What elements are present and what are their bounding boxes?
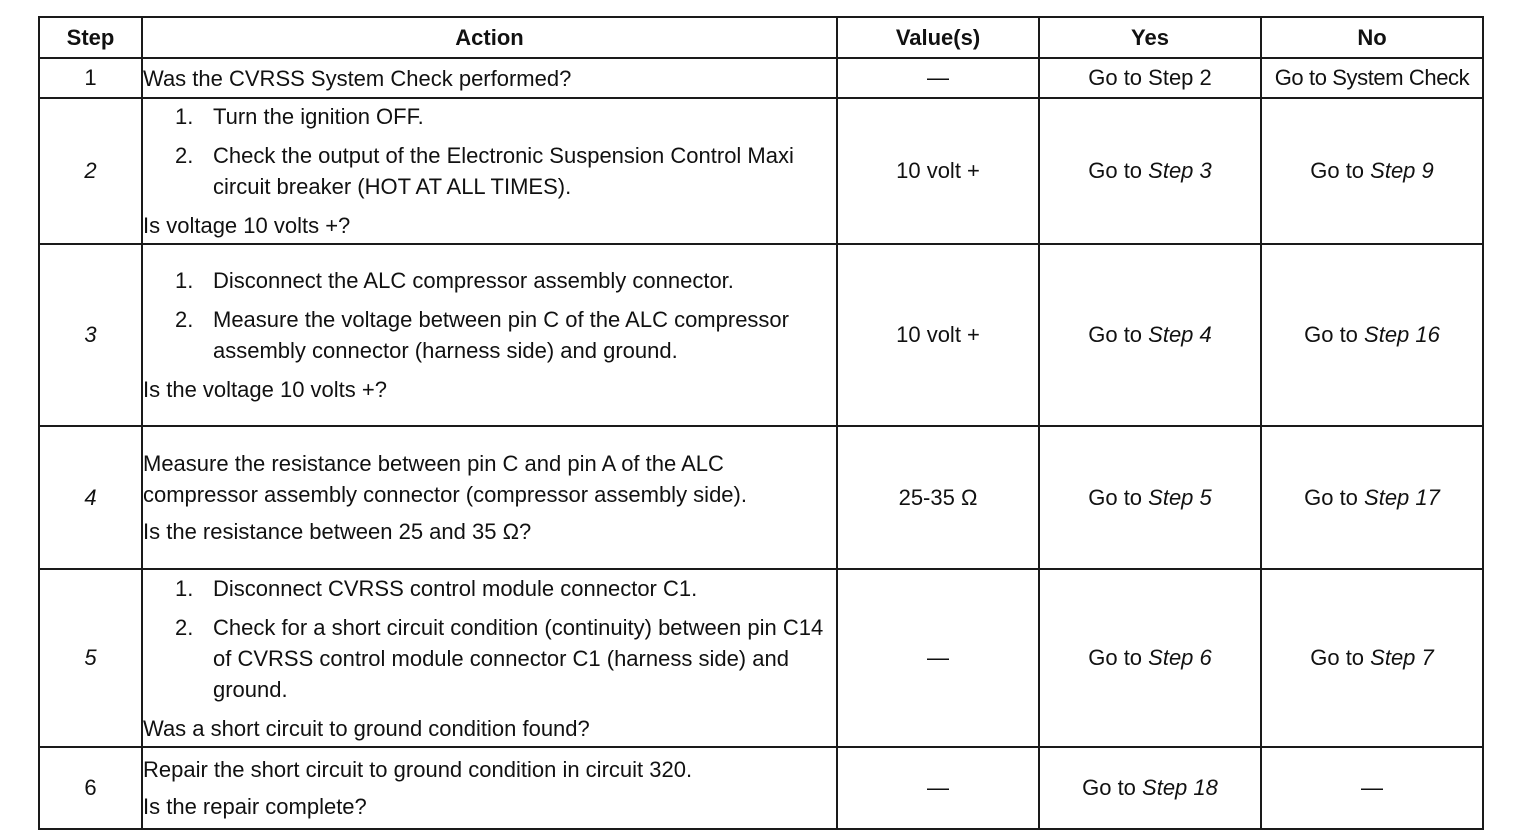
yes-prefix: Go to bbox=[1088, 645, 1149, 670]
action-question: Was the CVRSS System Check performed? bbox=[143, 65, 572, 91]
action-item bbox=[143, 265, 836, 296]
step-number: 3 bbox=[39, 244, 142, 426]
step-number: 5 bbox=[39, 569, 142, 747]
header-values: Value(s) bbox=[837, 17, 1039, 58]
action-question: Was a short circuit to ground condition found? bbox=[143, 715, 590, 741]
item-text: Disconnect the ALC compressor assembly connector. bbox=[213, 268, 734, 293]
table-row bbox=[39, 58, 1483, 98]
yes-cell bbox=[1039, 98, 1261, 244]
no-step-ref: Step 7 bbox=[1370, 645, 1434, 670]
action-item bbox=[143, 101, 836, 132]
no-prefix: Go to bbox=[1310, 645, 1371, 670]
value-cell: — bbox=[837, 569, 1039, 747]
no-cell bbox=[1261, 569, 1483, 747]
action-item bbox=[143, 304, 836, 366]
yes-prefix: Go to bbox=[1088, 322, 1149, 347]
action-cell bbox=[142, 58, 837, 98]
table-row bbox=[39, 747, 1483, 829]
table-row bbox=[39, 244, 1483, 426]
diagnostic-table bbox=[38, 16, 1484, 830]
item-text: Check the output of the Electronic Suspension Control Maxi circuit breaker (HOT AT ALL TIMES). bbox=[213, 143, 794, 199]
header-no: No bbox=[1261, 17, 1483, 58]
action-paragraph: Measure the resistance between pin C and pin A of the ALC compressor assembly connector (compressor assembly side). bbox=[143, 451, 747, 507]
yes-cell bbox=[1039, 244, 1261, 426]
action-cell bbox=[142, 244, 837, 426]
item-text: Measure the voltage between pin C of the ALC compressor assembly connector (harness side) and ground. bbox=[213, 307, 789, 363]
item-text: Turn the ignition OFF. bbox=[213, 104, 424, 129]
item-number: 2. bbox=[175, 307, 194, 332]
item-text: Check for a short circuit condition (continuity) between pin C14 of CVRSS control module connector C1 (harness side) and ground. bbox=[213, 614, 824, 702]
action-question: Is voltage 10 volts +? bbox=[143, 213, 351, 238]
yes-cell: Go to Step 2 bbox=[1039, 58, 1261, 98]
yes-step-ref: Step 3 bbox=[1148, 158, 1212, 183]
yes-step-ref: Step 5 bbox=[1148, 484, 1212, 510]
step-number: 4 bbox=[39, 426, 142, 569]
yes-step-ref: Step 18 bbox=[1142, 775, 1218, 800]
action-cell bbox=[142, 569, 837, 747]
value-cell: 10 volt + bbox=[837, 244, 1039, 426]
no-step-ref: Step 17 bbox=[1364, 484, 1440, 510]
item-number: 1. bbox=[175, 575, 194, 601]
yes-prefix: Go to bbox=[1082, 775, 1143, 800]
action-question: Is the resistance between 25 and 35 Ω? bbox=[143, 519, 532, 544]
table-row bbox=[39, 98, 1483, 244]
yes-prefix: Go to bbox=[1088, 158, 1149, 183]
no-cell: Go to System Check bbox=[1261, 58, 1483, 98]
item-text: Disconnect CVRSS control module connector C1. bbox=[213, 575, 698, 601]
no-prefix: Go to bbox=[1304, 322, 1365, 347]
value-cell: — bbox=[837, 747, 1039, 829]
header-yes: Yes bbox=[1039, 17, 1261, 58]
value-cell: — bbox=[837, 58, 1039, 98]
header-step: Step bbox=[39, 17, 142, 58]
no-cell bbox=[1261, 98, 1483, 244]
no-cell: — bbox=[1261, 747, 1483, 829]
item-number: 2. bbox=[175, 614, 194, 640]
action-question: Is the repair complete? bbox=[143, 794, 367, 819]
table-row bbox=[39, 426, 1483, 569]
item-number: 1. bbox=[175, 104, 194, 129]
action-item bbox=[143, 140, 836, 202]
header-row bbox=[39, 17, 1483, 58]
no-cell bbox=[1261, 244, 1483, 426]
action-item bbox=[143, 573, 836, 604]
no-cell bbox=[1261, 426, 1483, 569]
yes-prefix: Go to bbox=[1088, 484, 1149, 510]
item-number: 1. bbox=[175, 268, 194, 293]
action-cell bbox=[142, 747, 837, 829]
action-question: Is the voltage 10 volts +? bbox=[143, 377, 387, 402]
yes-cell bbox=[1039, 747, 1261, 829]
value-cell: 25-35 Ω bbox=[837, 426, 1039, 569]
yes-step-ref: Step 4 bbox=[1148, 322, 1212, 347]
action-cell bbox=[142, 98, 837, 244]
no-step-ref: Step 16 bbox=[1364, 322, 1440, 347]
step-number: 6 bbox=[39, 747, 142, 829]
step-number: 2 bbox=[39, 98, 142, 244]
header-action: Action bbox=[142, 17, 837, 58]
yes-cell bbox=[1039, 569, 1261, 747]
yes-step-ref: Step 6 bbox=[1148, 645, 1212, 670]
value-cell: 10 volt + bbox=[837, 98, 1039, 244]
action-item bbox=[143, 612, 836, 705]
action-paragraph: Repair the short circuit to ground condition in circuit 320. bbox=[143, 757, 693, 782]
action-cell bbox=[142, 426, 837, 569]
no-prefix: Go to bbox=[1310, 158, 1371, 183]
no-prefix: Go to bbox=[1304, 484, 1365, 510]
step-number: 1 bbox=[39, 58, 142, 98]
yes-cell bbox=[1039, 426, 1261, 569]
table-row bbox=[39, 569, 1483, 747]
item-number: 2. bbox=[175, 143, 194, 168]
no-step-ref: Step 9 bbox=[1370, 158, 1434, 183]
